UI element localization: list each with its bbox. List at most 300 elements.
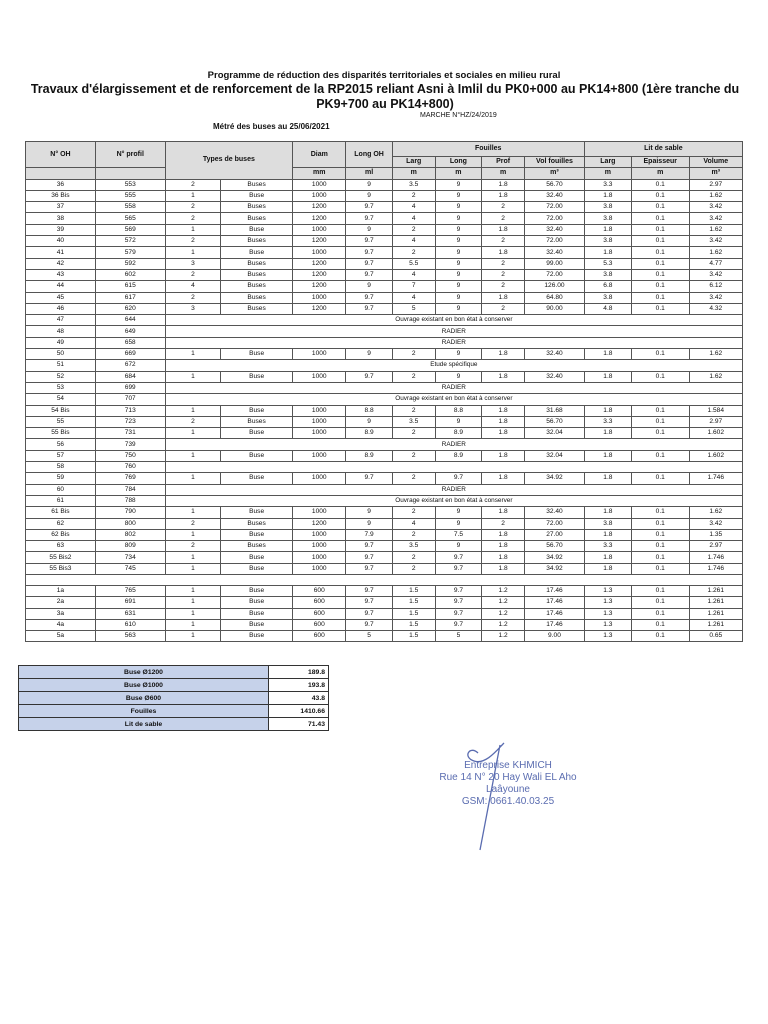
table-cell: Buse (221, 552, 293, 563)
table-row (26, 484, 743, 495)
table-cell: 2 (165, 179, 220, 190)
table-cell: 3.5 (392, 541, 435, 552)
table-cell: 558 (95, 202, 165, 213)
table-cell: 1.8 (482, 563, 525, 574)
table-cell: 3.5 (392, 179, 435, 190)
summary-label: Lit de sable (19, 718, 269, 731)
table-cell: 8.9 (435, 450, 481, 461)
table-cell: 1.8 (584, 563, 631, 574)
table-cell: 602 (95, 269, 165, 280)
table-cell: 1.8 (482, 371, 525, 382)
col-types: Types de buses (165, 142, 292, 180)
table-cell: 9.7 (346, 236, 392, 247)
table-cell: 2 (165, 213, 220, 224)
table-cell: 3.3 (584, 541, 631, 552)
program-title: Programme de réduction des disparités territoriales et sociales en milieu rural (207, 70, 561, 81)
table-cell: 9 (435, 349, 481, 360)
table-cell: Buse (221, 631, 293, 642)
table-row (26, 303, 743, 314)
table-cell: 3.8 (584, 292, 631, 303)
table-cell: 9.7 (435, 563, 481, 574)
table-cell: 707 (95, 394, 165, 405)
table-cell: 1.2 (482, 619, 525, 630)
table-cell: 8.9 (346, 450, 392, 461)
table-cell: 1200 (293, 213, 346, 224)
table-cell: 9.7 (435, 473, 481, 484)
table-cell: 1.8 (584, 405, 631, 416)
table-cell: 1200 (293, 518, 346, 529)
unit-m3: m³ (525, 168, 585, 179)
table-cell: 9 (435, 202, 481, 213)
table-cell: Buses (221, 202, 293, 213)
table-cell: 1.261 (689, 585, 742, 596)
table-row (26, 541, 743, 552)
table-cell: 658 (95, 337, 165, 348)
table-cell: 5.3 (584, 258, 631, 269)
table-cell: 4a (26, 619, 96, 630)
table-cell: 3.3 (584, 416, 631, 427)
table-cell: 9.7 (435, 608, 481, 619)
table-cell: 1000 (293, 541, 346, 552)
table-cell: RADIER (165, 382, 742, 393)
table-cell: 2 (165, 518, 220, 529)
table-cell: 3.42 (689, 213, 742, 224)
table-cell: 32.04 (525, 428, 585, 439)
table-cell: 32.04 (525, 450, 585, 461)
table-cell: 1.8 (482, 529, 525, 540)
col-volume: Volume (689, 157, 742, 168)
table-cell: 3.42 (689, 202, 742, 213)
table-cell: 1.8 (482, 473, 525, 484)
table-row (26, 247, 743, 258)
table-cell: 760 (95, 462, 165, 473)
table-cell: 0.1 (632, 563, 690, 574)
table-cell: 800 (95, 518, 165, 529)
table-cell: 60 (26, 484, 96, 495)
summary-value: 43.8 (269, 692, 329, 705)
table-cell: 1.8 (584, 190, 631, 201)
table-cell: 649 (95, 326, 165, 337)
table-cell: 1.8 (482, 428, 525, 439)
culvert-table (25, 141, 743, 642)
table-cell: 9.7 (346, 563, 392, 574)
unit-m: m (435, 168, 481, 179)
table-cell: 4 (392, 236, 435, 247)
table-cell: 3.42 (689, 518, 742, 529)
table-cell: 9 (435, 258, 481, 269)
table-cell: 56 (26, 439, 96, 450)
table-cell: 610 (95, 619, 165, 630)
table-cell: 1.3 (584, 597, 631, 608)
table-cell: 32.40 (525, 507, 585, 518)
table-cell: 1 (165, 190, 220, 201)
table-cell: RADIER (165, 326, 742, 337)
table-cell: 0.1 (632, 247, 690, 258)
table-cell: 2 (482, 213, 525, 224)
table-cell: 0.1 (632, 529, 690, 540)
table-cell: RADIER (165, 439, 742, 450)
table-cell: 9 (435, 213, 481, 224)
table-cell: 809 (95, 541, 165, 552)
table-cell: 0.1 (632, 507, 690, 518)
table-cell: 9 (435, 292, 481, 303)
table-row (26, 608, 743, 619)
table-cell: 17.46 (525, 608, 585, 619)
table-cell: 8.9 (435, 428, 481, 439)
table-cell: 63 (26, 541, 96, 552)
table-cell: 1 (165, 608, 220, 619)
table-cell: Buse (221, 405, 293, 416)
summary-row (19, 692, 329, 705)
table-cell: 1.8 (482, 507, 525, 518)
table-cell: 2 (165, 202, 220, 213)
table-cell: RADIER (165, 484, 742, 495)
table-row (26, 495, 743, 506)
table-cell: 1.8 (482, 349, 525, 360)
table-cell: 1000 (293, 190, 346, 201)
table-cell: 9 (435, 179, 481, 190)
table-cell: 90.00 (525, 303, 585, 314)
table-cell: 9 (435, 247, 481, 258)
table-cell (165, 462, 742, 473)
unit-m3: m³ (689, 168, 742, 179)
table-cell: 1 (165, 563, 220, 574)
table-cell: 1 (165, 631, 220, 642)
table-cell: 0.1 (632, 608, 690, 619)
table-cell: 9 (435, 416, 481, 427)
table-cell: 1.3 (584, 631, 631, 642)
table-cell: 1200 (293, 202, 346, 213)
table-cell: 0.1 (632, 371, 690, 382)
col-sable: Lit de sable (584, 142, 742, 157)
table-row (26, 179, 743, 190)
table-cell: 3.8 (584, 213, 631, 224)
table-cell: 600 (293, 608, 346, 619)
table-cell: 9.7 (346, 213, 392, 224)
table-cell: 1.8 (584, 371, 631, 382)
table-cell: 62 Bis (26, 529, 96, 540)
table-cell: 0.1 (632, 258, 690, 269)
table-cell: 765 (95, 585, 165, 596)
table-cell: Buses (221, 281, 293, 292)
table-cell: 0.1 (632, 597, 690, 608)
col-profil: N° profil (95, 142, 165, 168)
table-cell: 9 (435, 236, 481, 247)
table-row (26, 236, 743, 247)
table-cell: 4.32 (689, 303, 742, 314)
table-cell: Buse (221, 371, 293, 382)
table-cell: 3.8 (584, 236, 631, 247)
table-cell: 2 (482, 236, 525, 247)
table-cell: 1.2 (482, 608, 525, 619)
table-row (26, 450, 743, 461)
table-cell: 9.7 (346, 608, 392, 619)
table-cell: 1.8 (482, 450, 525, 461)
table-cell: 2 (392, 552, 435, 563)
summary-label: Buse Ø1200 (19, 666, 269, 679)
table-cell: 9.7 (346, 541, 392, 552)
table-cell: 49 (26, 337, 96, 348)
table-cell: 3.42 (689, 236, 742, 247)
table-cell: 72.00 (525, 236, 585, 247)
table-cell: 0.1 (632, 190, 690, 201)
table-cell: 1200 (293, 269, 346, 280)
table-cell: 2 (392, 349, 435, 360)
table-cell: 2 (392, 473, 435, 484)
unit-cell (95, 168, 165, 179)
col-diam: Diam (293, 142, 346, 168)
table-cell: 40 (26, 236, 96, 247)
table-cell: 3 (165, 303, 220, 314)
table-cell: 1.8 (482, 292, 525, 303)
table-cell: 56.70 (525, 416, 585, 427)
table-cell: Buses (221, 292, 293, 303)
table-cell: 54 (26, 394, 96, 405)
table-row (26, 360, 743, 371)
table-cell: 1 (165, 552, 220, 563)
table-cell: 2 (482, 202, 525, 213)
table-cell: 2 (392, 428, 435, 439)
table-cell: 2.97 (689, 179, 742, 190)
table-cell: 9.7 (346, 258, 392, 269)
table-cell: 1.602 (689, 450, 742, 461)
table-cell: 745 (95, 563, 165, 574)
table-cell: 9.00 (525, 631, 585, 642)
table-cell: 1.3 (584, 585, 631, 596)
summary-row (19, 666, 329, 679)
table-row (26, 394, 743, 405)
table-cell: 0.1 (632, 281, 690, 292)
table-cell: 9.7 (346, 552, 392, 563)
table-cell: 2 (392, 507, 435, 518)
stamp-line: Rue 14 N° 20 Hay Wali EL Aho (439, 772, 577, 783)
table-cell: 9 (435, 281, 481, 292)
table-cell: 790 (95, 507, 165, 518)
table-cell: 2.97 (689, 416, 742, 427)
table-cell: 27.00 (525, 529, 585, 540)
table-cell: 4 (392, 518, 435, 529)
table-cell: 48 (26, 326, 96, 337)
table-cell: 1.584 (689, 405, 742, 416)
table-cell: 9.7 (435, 552, 481, 563)
table-cell: 0.1 (632, 213, 690, 224)
table-cell: Buse (221, 563, 293, 574)
summary-value: 1410.66 (269, 705, 329, 718)
table-cell: 1.62 (689, 349, 742, 360)
table-cell: 3.8 (584, 518, 631, 529)
table-cell: 1.261 (689, 608, 742, 619)
col-long: Long OH (346, 142, 392, 168)
table-cell: 7.9 (346, 529, 392, 540)
table-cell: 2 (392, 224, 435, 235)
table-cell: 1.5 (392, 619, 435, 630)
table-cell: Buses (221, 518, 293, 529)
table-cell: Buse (221, 224, 293, 235)
table-cell: 1000 (293, 416, 346, 427)
table-cell: 1.5 (392, 597, 435, 608)
table-cell: 569 (95, 224, 165, 235)
table-cell: 1.746 (689, 473, 742, 484)
table-cell: 1.8 (584, 428, 631, 439)
table-cell: 2 (165, 541, 220, 552)
table-cell: Etude spécifique (165, 360, 742, 371)
table-cell: Buse (221, 473, 293, 484)
table-cell: 9.7 (346, 585, 392, 596)
table-cell: 2 (392, 529, 435, 540)
table-cell: 1.5 (392, 585, 435, 596)
table-cell: 0.65 (689, 631, 742, 642)
table-cell: 1a (26, 585, 96, 596)
table-cell: 620 (95, 303, 165, 314)
table-cell: 1.62 (689, 224, 742, 235)
table-cell: 0.1 (632, 518, 690, 529)
table-row (26, 473, 743, 484)
table-cell: 59 (26, 473, 96, 484)
marche-number: MARCHE N°HZ/24/2019 (420, 112, 497, 119)
table-cell: 4 (392, 213, 435, 224)
table-cell: 9 (435, 224, 481, 235)
table-cell: 1 (165, 224, 220, 235)
summary-value: 189.8 (269, 666, 329, 679)
table-cell: 9 (435, 541, 481, 552)
metre-date: Métré des buses au 25/06/2021 (213, 122, 330, 131)
table-cell: 1.8 (584, 247, 631, 258)
summary-row (19, 718, 329, 731)
table-row (26, 428, 743, 439)
table-cell: 0.1 (632, 585, 690, 596)
table-row (26, 382, 743, 393)
table-cell (26, 574, 743, 585)
table-cell: 2.97 (689, 541, 742, 552)
table-cell: 0.1 (632, 428, 690, 439)
table-cell: 553 (95, 179, 165, 190)
table-cell: 1.261 (689, 597, 742, 608)
table-cell: 4 (392, 202, 435, 213)
table-cell: 9 (346, 518, 392, 529)
table-cell: 1 (165, 473, 220, 484)
table-cell: 1000 (293, 529, 346, 540)
table-row (26, 619, 743, 630)
table-cell: 1000 (293, 450, 346, 461)
table-cell: 1.5 (392, 631, 435, 642)
table-row (26, 405, 743, 416)
table-cell: 9.7 (346, 303, 392, 314)
table-cell: 32.40 (525, 247, 585, 258)
table-cell: 2 (165, 269, 220, 280)
table-cell: 55 Bis2 (26, 552, 96, 563)
table-cell: 9 (435, 303, 481, 314)
summary-label: Buse Ø600 (19, 692, 269, 705)
table-cell: 32.40 (525, 190, 585, 201)
unit-m: m (584, 168, 631, 179)
table-cell: Buses (221, 258, 293, 269)
table-cell: 6.8 (584, 281, 631, 292)
table-cell: Buse (221, 450, 293, 461)
table-cell: 0.1 (632, 292, 690, 303)
table-cell: 41 (26, 247, 96, 258)
table-cell: 31.68 (525, 405, 585, 416)
table-cell: 5 (346, 631, 392, 642)
table-cell: 1.35 (689, 529, 742, 540)
table-cell: Buse (221, 597, 293, 608)
table-cell: 50 (26, 349, 96, 360)
table-cell: 2 (482, 269, 525, 280)
table-cell: 55 Bis3 (26, 563, 96, 574)
summary-row (19, 679, 329, 692)
table-cell: 1 (165, 507, 220, 518)
table-cell: 72.00 (525, 269, 585, 280)
table-cell: 600 (293, 597, 346, 608)
table-cell: 2 (165, 416, 220, 427)
table-cell: 55 (26, 416, 96, 427)
table-cell: 2 (165, 292, 220, 303)
table-cell: 691 (95, 597, 165, 608)
stamp-line: Laâyoune (486, 784, 530, 795)
unit-ml: ml (346, 168, 392, 179)
col-slarg: Larg (584, 157, 631, 168)
table-cell: 0.1 (632, 269, 690, 280)
unit-mm: mm (293, 168, 346, 179)
table-cell: 1.261 (689, 619, 742, 630)
table-cell: 0.1 (632, 202, 690, 213)
table-cell: 9 (435, 507, 481, 518)
col-prof: Prof (482, 157, 525, 168)
table-cell: 9.7 (346, 269, 392, 280)
col-oh: N° OH (26, 142, 96, 168)
table-cell: 3.3 (584, 179, 631, 190)
table-cell: 1.8 (482, 247, 525, 258)
table-cell: 0.1 (632, 349, 690, 360)
table-cell: 1 (165, 619, 220, 630)
table-cell: 4 (165, 281, 220, 292)
table-cell: 1000 (293, 349, 346, 360)
table-cell: 1 (165, 450, 220, 461)
col-fouilles: Fouilles (392, 142, 584, 157)
table-cell: 1.2 (482, 597, 525, 608)
table-cell: 1000 (293, 473, 346, 484)
table-cell: 1.746 (689, 563, 742, 574)
table-cell: 3.5 (392, 416, 435, 427)
table-cell: 1 (165, 247, 220, 258)
table-cell: Buse (221, 619, 293, 630)
table-cell: 563 (95, 631, 165, 642)
table-cell: 0.1 (632, 179, 690, 190)
table-cell: 2 (392, 247, 435, 258)
table-row (26, 190, 743, 201)
table-cell: 55 Bis (26, 428, 96, 439)
table-row (26, 631, 743, 642)
table-cell: 2 (482, 281, 525, 292)
table-cell: 9.7 (346, 597, 392, 608)
table-cell: 9 (346, 179, 392, 190)
unit-m: m (482, 168, 525, 179)
table-cell: 1200 (293, 258, 346, 269)
table-cell: 9 (346, 224, 392, 235)
table-cell: 565 (95, 213, 165, 224)
table-cell: 3 (165, 258, 220, 269)
table-cell: Buse (221, 349, 293, 360)
table-cell: 1.8 (584, 224, 631, 235)
table-row (26, 269, 743, 280)
table-row (26, 439, 743, 450)
table-cell: 72.00 (525, 213, 585, 224)
table-cell: Ouvrage existant en bon état à conserver (165, 394, 742, 405)
table-cell: 0.1 (632, 541, 690, 552)
table-cell: RADIER (165, 337, 742, 348)
table-cell: 0.1 (632, 416, 690, 427)
table-cell: 64.80 (525, 292, 585, 303)
table-cell: Buses (221, 179, 293, 190)
